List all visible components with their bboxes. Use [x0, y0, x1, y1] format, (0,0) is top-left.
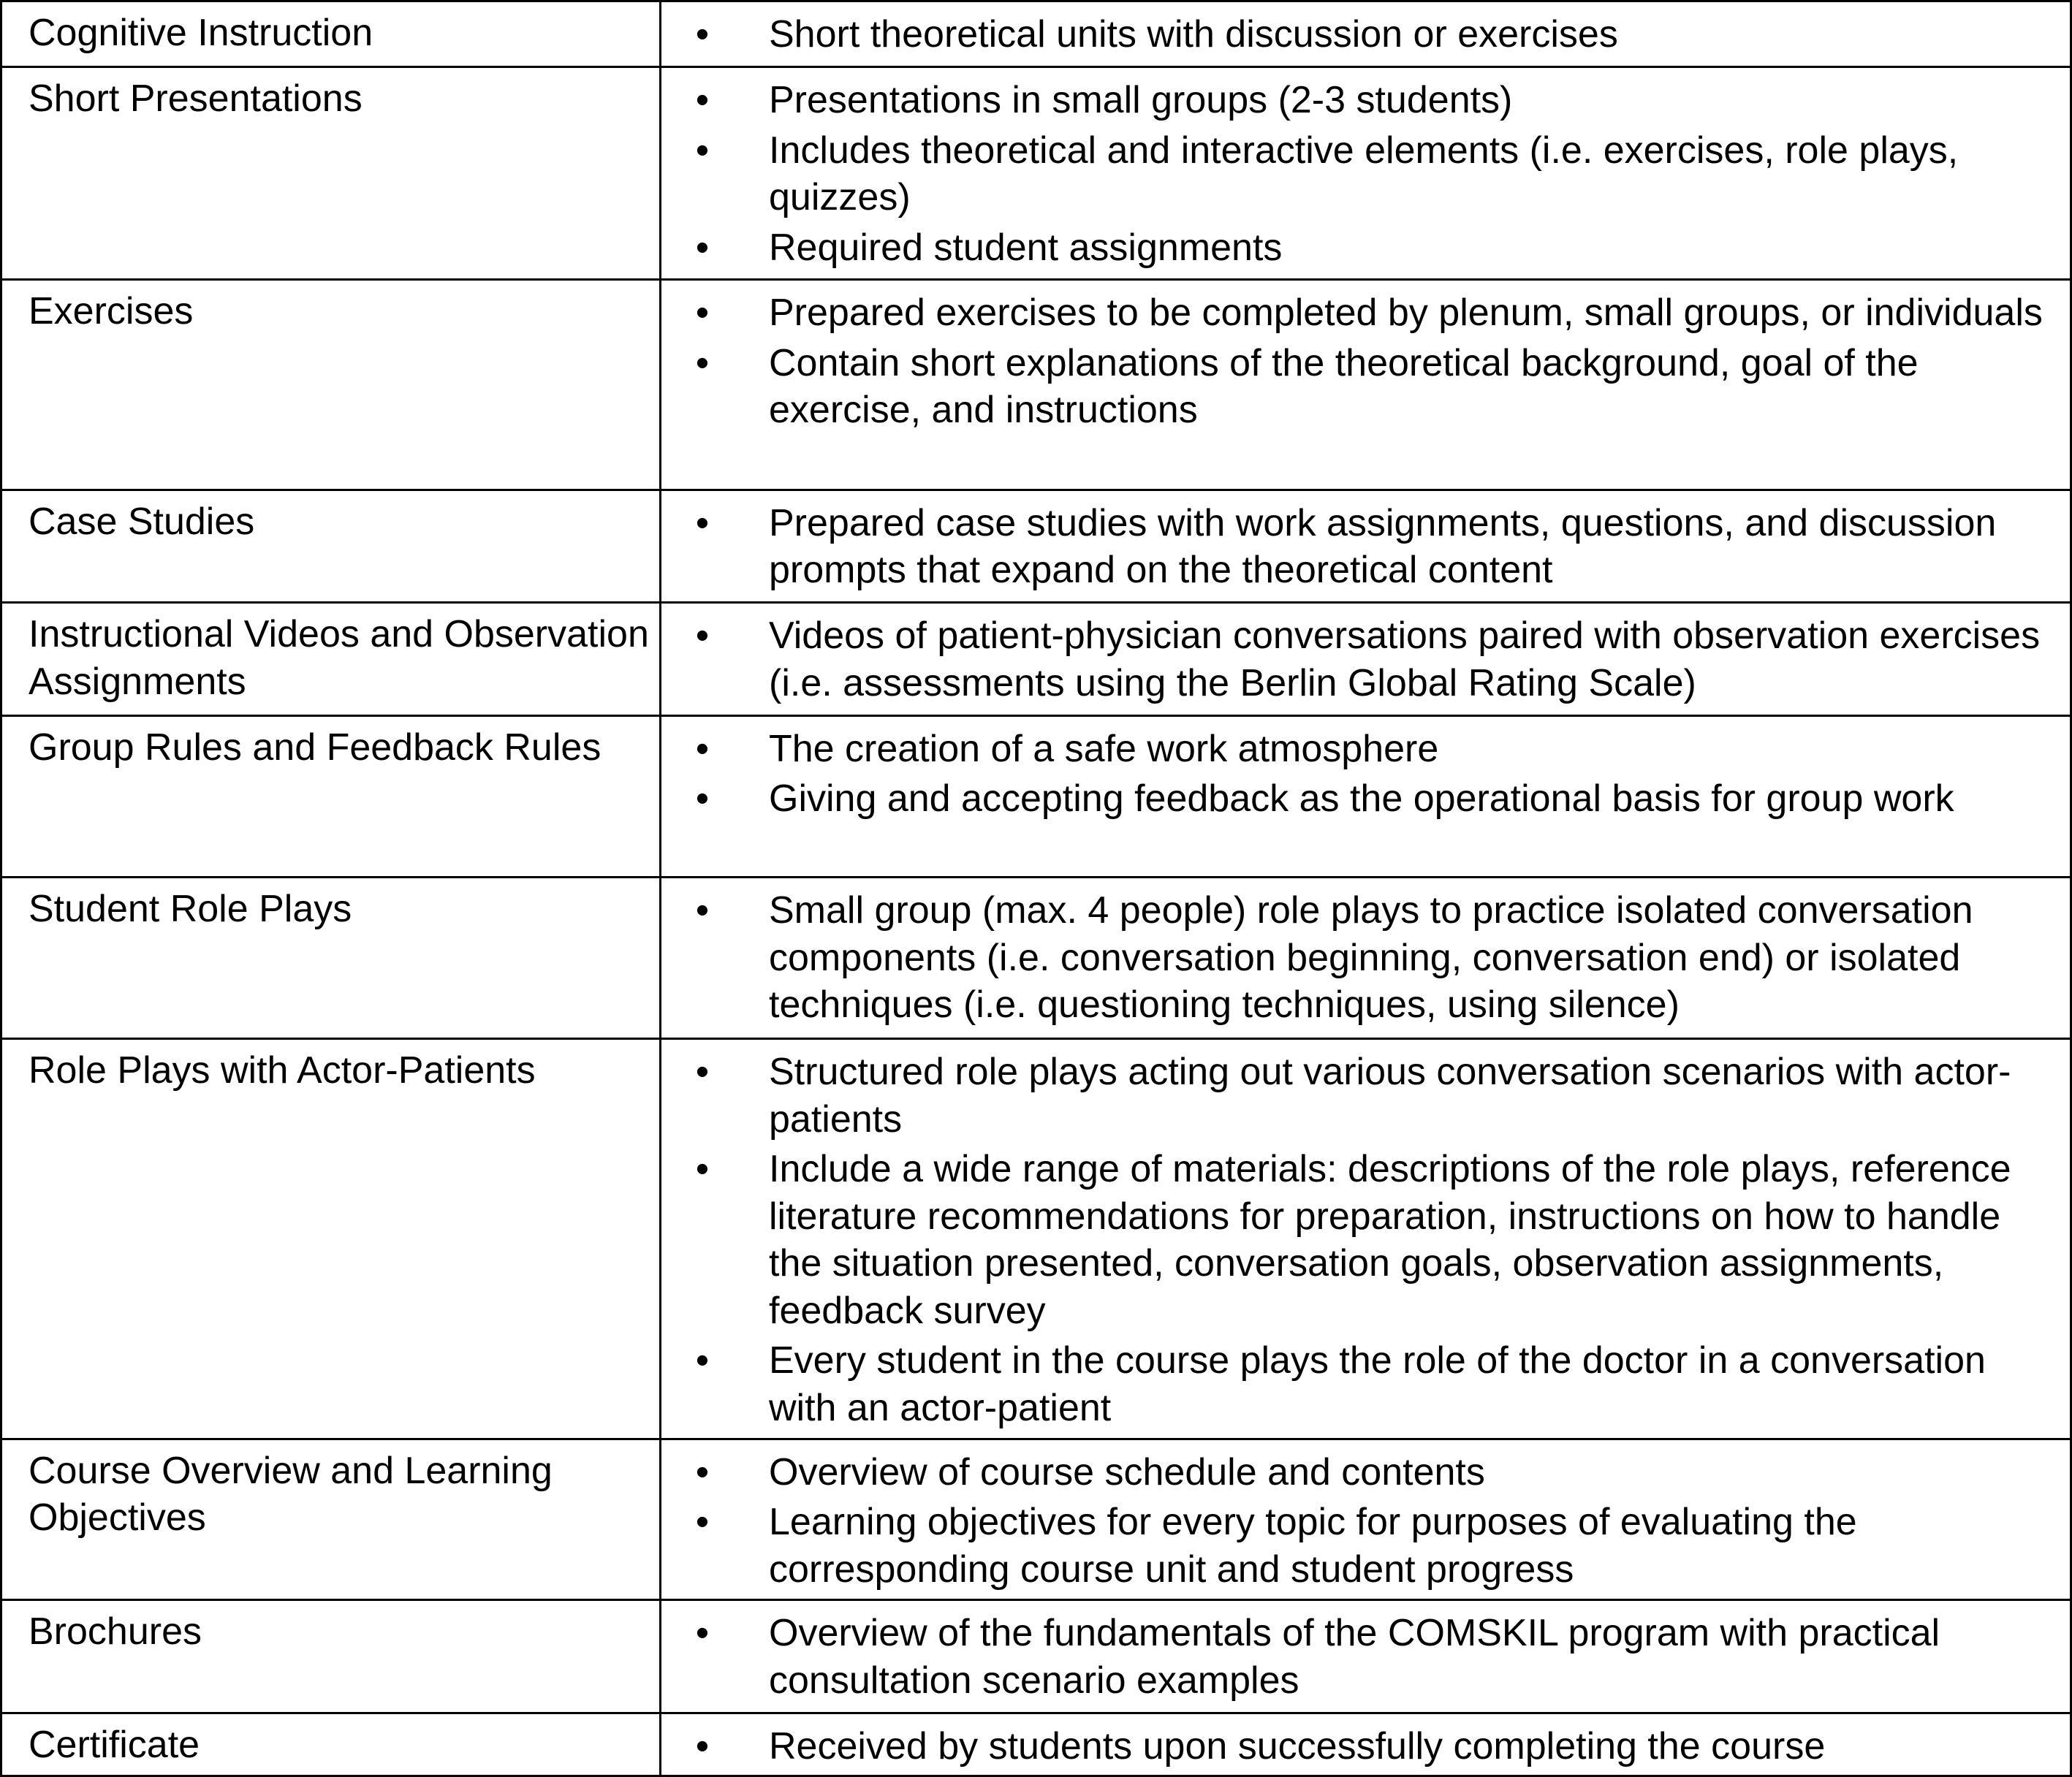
bullet-icon: •: [695, 129, 710, 172]
bullet-icon: •: [695, 1612, 710, 1655]
bullet-icon: •: [695, 889, 710, 932]
bullet-list: [661, 1610, 2055, 1704]
list-item: [661, 1337, 2055, 1431]
bullet-icon: •: [695, 727, 710, 770]
row-label-cell: [1, 1713, 661, 1776]
row-details-cell: [661, 603, 2071, 715]
bullet-list: [661, 1723, 2055, 1770]
list-item-text: Videos of patient-physician conversations paired with observation exercises (i.e. assessments using the Berlin Global Rating Scale): [769, 614, 2041, 704]
list-item: [661, 127, 2055, 221]
bullet-list: [661, 1049, 2055, 1431]
row-label-cell: [1, 1439, 661, 1600]
list-item-text: Includes theoretical and interactive elements (i.e. exercises, role plays, quizzes): [769, 129, 1959, 219]
list-item-text: The creation of a safe work atmosphere: [769, 727, 1439, 770]
list-item-text: Small group (max. 4 people) role plays to practice isolated conversation components (i.e. conversation beginning, conversation end) or isolated techniques (i.e. questioning techniques, using silence): [769, 889, 1973, 1027]
list-item-text: Overview of the fundamentals of the COMSKIL program with practical consultation scenario examples: [769, 1612, 1940, 1702]
table-body: [1, 1, 2071, 1776]
list-item: [661, 887, 2055, 1029]
row-label: Exercises: [29, 290, 194, 333]
list-item: [661, 775, 2055, 823]
list-item-text: Prepared case studies with work assignments, questions, and discussion prompts that expand on the theoretical content: [769, 501, 1997, 592]
list-item-text: Include a wide range of materials: descriptions of the role plays, reference literature recommendations for preparation, instructions on how to handle the situation presented, conversation goals, observation assignments, feedback survey: [769, 1148, 2011, 1332]
list-item-text: Prepared exercises to be completed by plenum, small groups, or individuals: [769, 292, 2043, 335]
row-label: Course Overview and Learning Objectives: [29, 1449, 553, 1540]
row-details-cell: [661, 878, 2071, 1039]
row-details-cell: [661, 1713, 2071, 1776]
list-item: [661, 11, 2055, 58]
list-item: [661, 726, 2055, 773]
table-row: [1, 1713, 2071, 1776]
bullet-icon: •: [695, 1051, 710, 1094]
row-label: Role Plays with Actor-Patients: [29, 1049, 536, 1092]
bullet-icon: •: [695, 614, 710, 658]
list-item: [661, 1723, 2055, 1770]
row-label: Student Role Plays: [29, 888, 352, 931]
list-item: [661, 340, 2055, 434]
row-label: Group Rules and Feedback Rules: [29, 726, 602, 769]
bullet-list: [661, 612, 2055, 707]
bullet-list: [661, 289, 2055, 434]
row-label-cell: [1, 67, 661, 280]
row-label-cell: [1, 878, 661, 1039]
row-details-cell: [661, 1600, 2071, 1713]
bullet-icon: •: [695, 79, 710, 122]
bullet-list: [661, 726, 2055, 823]
list-item-text: Every student in the course plays the role of the doctor in a conversation with an actor-patient: [769, 1339, 1986, 1429]
bullet-icon: •: [695, 1724, 710, 1768]
table-row: [1, 603, 2071, 715]
list-item: [661, 500, 2055, 594]
row-label-cell: [1, 1039, 661, 1439]
list-item: [661, 224, 2055, 272]
list-item-text: Giving and accepting feedback as the operational basis for group work: [769, 777, 1954, 821]
row-details-cell: [661, 490, 2071, 602]
list-item-text: Received by students upon successfully completing the course: [769, 1724, 1826, 1768]
bullet-icon: •: [695, 341, 710, 384]
row-details-cell: [661, 1439, 2071, 1600]
list-item: [661, 1610, 2055, 1704]
table-row: [1, 67, 2071, 280]
table-row: [1, 490, 2071, 602]
bullet-list: [661, 77, 2055, 271]
table-row: [1, 1, 2071, 67]
bullet-icon: •: [695, 1339, 710, 1382]
row-details-cell: [661, 280, 2071, 490]
table-row: [1, 1439, 2071, 1600]
row-label: Cognitive Instruction: [29, 12, 373, 54]
row-label: Case Studies: [29, 500, 255, 543]
row-label-cell: [1, 490, 661, 602]
bullet-list: [661, 887, 2055, 1029]
bullet-icon: •: [695, 1450, 710, 1493]
bullet-icon: •: [695, 501, 710, 544]
table-row: [1, 1600, 2071, 1713]
bullet-list: [661, 11, 2055, 58]
bullet-icon: •: [695, 13, 710, 56]
row-details-cell: [661, 67, 2071, 280]
list-item-text: Required student assignments: [769, 226, 1283, 269]
row-label: Certificate: [29, 1723, 200, 1766]
row-label-cell: [1, 1600, 661, 1713]
bullet-list: [661, 1449, 2055, 1594]
list-item-text: Contain short explanations of the theoretical background, goal of the exercise, and instructions: [769, 341, 1919, 432]
bullet-icon: •: [695, 1148, 710, 1191]
table-row: [1, 280, 2071, 490]
list-item: [661, 1146, 2055, 1334]
bullet-icon: •: [695, 1501, 710, 1544]
list-item: [661, 612, 2055, 707]
list-item: [661, 1499, 2055, 1593]
row-details-cell: [661, 1039, 2071, 1439]
list-item: [661, 1049, 2055, 1143]
row-details-cell: [661, 1, 2071, 67]
list-item-text: Presentations in small groups (2-3 students): [769, 79, 1513, 122]
list-item: [661, 1449, 2055, 1496]
row-label: Instructional Videos and Observation Assignments: [29, 613, 649, 703]
bullet-icon: •: [695, 226, 710, 269]
row-label: Short Presentations: [29, 77, 363, 121]
row-label-cell: [1, 603, 661, 715]
row-label-cell: [1, 1, 661, 67]
list-item-text: Short theoretical units with discussion or exercises: [769, 13, 1618, 56]
bullet-icon: •: [695, 292, 710, 335]
list-item-text: Overview of course schedule and contents: [769, 1450, 1485, 1493]
table-row: [1, 878, 2071, 1039]
row-details-cell: [661, 715, 2071, 878]
list-item: [661, 289, 2055, 337]
row-label-cell: [1, 280, 661, 490]
row-label-cell: [1, 715, 661, 878]
bullet-list: [661, 500, 2055, 594]
table-row: [1, 715, 2071, 878]
table-row: [1, 1039, 2071, 1439]
list-item-text: Structured role plays acting out various conversation scenarios with actor-patients: [769, 1051, 2011, 1141]
list-item: [661, 77, 2055, 124]
list-item-text: Learning objectives for every topic for purposes of evaluating the corresponding course unit and student progress: [769, 1501, 1857, 1591]
bullet-icon: •: [695, 777, 710, 821]
row-label: Brochures: [29, 1610, 202, 1654]
